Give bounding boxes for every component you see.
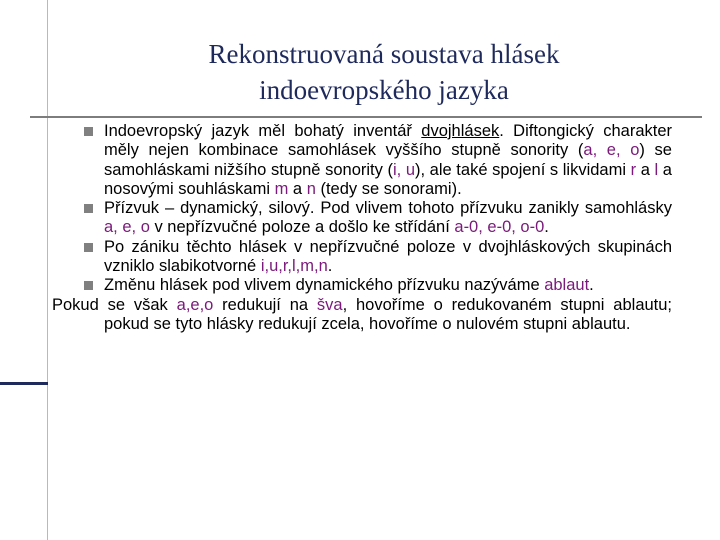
slide-title-line-2: indoevropského jazyka <box>259 75 509 105</box>
square-bullet-icon <box>84 127 93 136</box>
highlight: i,u,r,l,m,n <box>260 257 328 276</box>
text: a <box>288 179 307 198</box>
bullet-item-diphthongs <box>52 122 672 199</box>
highlight: a, e, o <box>583 141 640 160</box>
highlight: m <box>274 179 289 198</box>
highlight: a-0, e-0, o-0 <box>454 218 545 237</box>
text: . <box>327 257 333 276</box>
highlight: l <box>654 160 659 179</box>
square-bullet-icon <box>84 281 93 290</box>
highlight: a, e, o <box>104 218 150 237</box>
text: . Diftongický charakter měly nejen kombinace samohlásek vyššího stupně sonority ( <box>104 122 672 160</box>
text: ), ale také spojení s likvidami <box>415 160 631 179</box>
text: , hovoříme o redukovaném stupni ablautu; pokud se tyto hlásky redukují zcela, hovoříme o nulovém stupni ablautu. <box>104 295 673 333</box>
text: Po zániku těchto hlásek v nepřízvučné poloze v dvojhláskových skupinách vzniklo slabikotvorné <box>104 237 672 276</box>
text: Pokud se však <box>52 295 177 314</box>
highlight: n <box>306 179 316 198</box>
highlight: šva <box>316 295 343 314</box>
text: Změnu hlásek pod vlivem dynamického přízvuku nazýváme <box>104 276 545 295</box>
paragraph-reduction <box>52 296 672 335</box>
highlight: i, u <box>392 160 415 179</box>
slide-title-line-1: Rekonstruovaná soustava hlásek <box>208 39 560 69</box>
highlight: ablaut <box>544 276 590 295</box>
highlight: a,e,o <box>176 295 214 314</box>
text: a nosovými souhláskami <box>104 160 672 198</box>
title-divider <box>30 116 702 118</box>
text: Přízvuk – dynamický, silový. Pod vlivem tohoto přízvuku zanikly samohlásky <box>104 199 672 218</box>
text: ) se samohláskami nižšího stupně sonority ( <box>104 141 672 179</box>
term-underlined: dvojhlásek <box>421 122 500 140</box>
text: a <box>636 160 655 179</box>
bullet-item-ablaut <box>52 276 672 295</box>
text: . <box>544 218 549 237</box>
text: v nepřízvučné poloze a došlo ke střídání <box>149 218 455 237</box>
left-margin-rule <box>0 0 48 540</box>
left-accent-bar <box>0 382 48 385</box>
square-bullet-icon <box>84 204 93 213</box>
bullet-item-accent <box>52 199 672 238</box>
bullet-item-syllabic <box>52 238 672 277</box>
text: redukují na <box>213 295 317 314</box>
text: . <box>589 276 594 295</box>
text: (tedy se sonorami). <box>315 179 462 198</box>
highlight: r <box>630 160 637 179</box>
square-bullet-icon <box>84 243 93 252</box>
text: Indoevropský jazyk měl bohatý inventář <box>104 122 422 140</box>
slide-title <box>48 36 720 108</box>
slide-body <box>52 122 672 334</box>
